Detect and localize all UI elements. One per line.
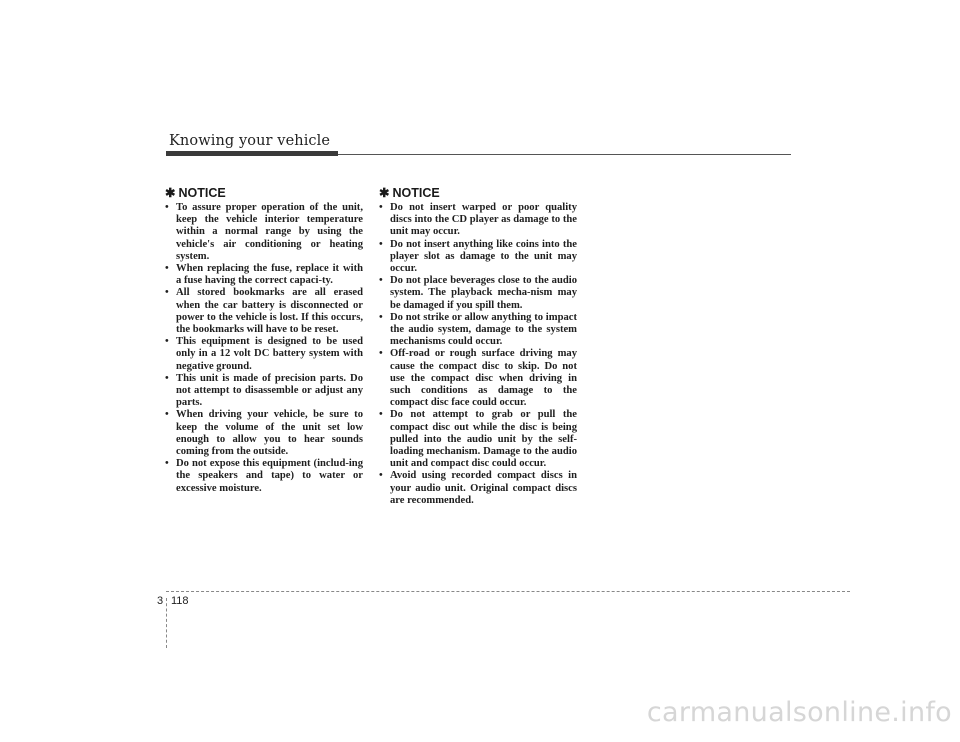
- right-notice-heading: [379, 186, 577, 200]
- left-notice-list: [165, 202, 363, 495]
- left-notice-title: NOTICE: [178, 186, 226, 200]
- list-item: • All stored bookmarks are all erased when the car battery is disconnected or power to the vehicle is lost. If this occurs, the bookmarks will have to be reset.: [165, 287, 363, 336]
- star-icon: ✱: [379, 186, 390, 200]
- header-rule: [338, 154, 791, 155]
- left-notice-column: [165, 186, 363, 495]
- right-notice-column: [379, 186, 577, 507]
- list-item: • When replacing the fuse, replace it with a fuse having the correct capaci-ty.: [165, 263, 363, 287]
- list-item: • Do not expose this equipment (includ-ing the speakers and tape) to water or excessive moisture.: [165, 458, 363, 495]
- chapter-number: 3: [157, 595, 164, 607]
- page-number: 118: [171, 595, 189, 607]
- list-item: • Do not attempt to grab or pull the compact disc out while the disc is being pulled into the audio unit by the self-loading mechanism. Damage to the audio unit and compact disc could occur.: [379, 409, 577, 470]
- left-notice-heading: [165, 186, 363, 200]
- list-item: • Do not strike or allow anything to impact the audio system, damage to the system mechanisms could occur.: [379, 312, 577, 349]
- right-notice-title: NOTICE: [392, 186, 440, 200]
- right-notice-list: [379, 202, 577, 507]
- footer-dashed-vertical: [166, 598, 167, 648]
- footer-dashed-rule: [166, 591, 850, 592]
- header-accent-bar: [166, 151, 338, 156]
- list-item: • Off-road or rough surface driving may cause the compact disc to skip. Do not use the compact disc when driving in such conditions as damage to the compact disc face could occur.: [379, 348, 577, 409]
- list-item: • Do not insert warped or poor quality discs into the CD player as damage to the unit may occur.: [379, 202, 577, 239]
- list-item: • Do not insert anything like coins into the player slot as damage to the unit may occur.: [379, 239, 577, 276]
- list-item: • Do not place beverages close to the audio system. The playback mecha-nism may be damaged if you spill them.: [379, 275, 577, 312]
- list-item: • This equipment is designed to be used only in a 12 volt DC battery system with negative ground.: [165, 336, 363, 373]
- site-watermark: carmanualsonline.info: [646, 697, 952, 728]
- list-item: • This unit is made of precision parts. Do not attempt to disassemble or adjust any parts.: [165, 373, 363, 410]
- list-item: • Avoid using recorded compact discs in your audio unit. Original compact discs are recommended.: [379, 470, 577, 507]
- list-item: • To assure proper operation of the unit, keep the vehicle interior temperature within a normal range by using the vehicle's air conditioning or heating system.: [165, 202, 363, 263]
- list-item: • When driving your vehicle, be sure to keep the volume of the unit set low enough to allow you to hear sounds coming from the outside.: [165, 409, 363, 458]
- page-section-title: Knowing your vehicle: [169, 133, 331, 149]
- star-icon: ✱: [165, 186, 176, 200]
